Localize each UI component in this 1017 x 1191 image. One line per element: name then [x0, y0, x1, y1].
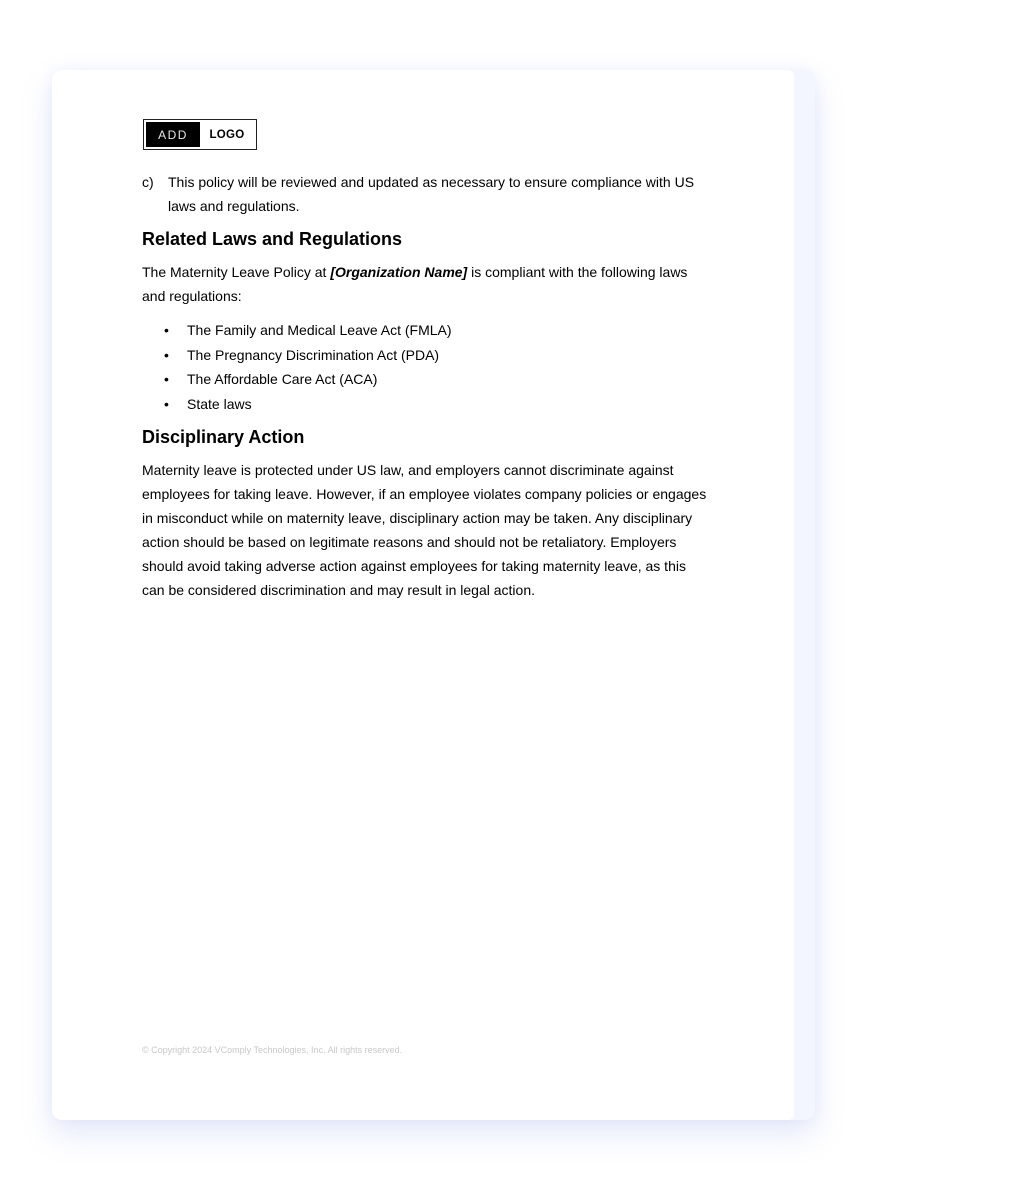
intro-text-before: The Maternity Leave Policy at	[142, 264, 331, 280]
logo-logo-label: LOGO	[209, 128, 245, 141]
list-item-c	[142, 170, 712, 218]
disciplinary-action-body: Maternity leave is protected under US law, and employers cannot discriminate against employees for taking leave. However, if an employee violates company policies or engages in misconduct while on maternity leave, disciplinary action may be taken. Any disciplinary action should be based on legitimate reasons and should not be retaliatory. Employers should avoid taking adverse action against employees for taking maternity leave, as this can be considered discrimination and may result in legal action.	[142, 462, 707, 598]
law-item-text: State laws	[187, 395, 252, 412]
document-page	[52, 70, 794, 1120]
list-item	[142, 392, 712, 417]
logo-add-label: ADD	[146, 122, 200, 147]
bullet-icon: •	[164, 322, 169, 338]
intro-text-after: is compliant with the following laws and regulations:	[142, 264, 688, 304]
document-body	[142, 170, 712, 602]
related-laws-intro	[142, 260, 712, 308]
law-item-text: The Affordable Care Act (ACA)	[187, 371, 378, 387]
laws-list	[142, 318, 712, 416]
heading-related-laws: Related Laws and Regulations	[142, 229, 403, 249]
list-item	[142, 367, 712, 392]
law-item-text: The Family and Medical Leave Act (FMLA)	[187, 322, 452, 338]
law-item-text: The Pregnancy Discrimination Act (PDA)	[187, 346, 440, 363]
organization-name-placeholder: [Organization Name]	[330, 264, 468, 280]
list-item-marker: c)	[142, 174, 154, 190]
bullet-icon: •	[164, 371, 169, 387]
list-item	[142, 343, 712, 368]
bullet-icon: •	[164, 395, 169, 412]
heading-disciplinary-action: Disciplinary Action	[142, 427, 305, 447]
list-item	[142, 318, 712, 343]
copyright-footer: © Copyright 2024 VComply Technologies, Inc. All rights reserved.	[142, 1045, 403, 1055]
logo-placeholder	[143, 119, 257, 150]
list-item-text: This policy will be reviewed and updated as necessary to ensure compliance with US laws and regulations.	[168, 174, 695, 214]
bullet-icon: •	[164, 346, 169, 363]
